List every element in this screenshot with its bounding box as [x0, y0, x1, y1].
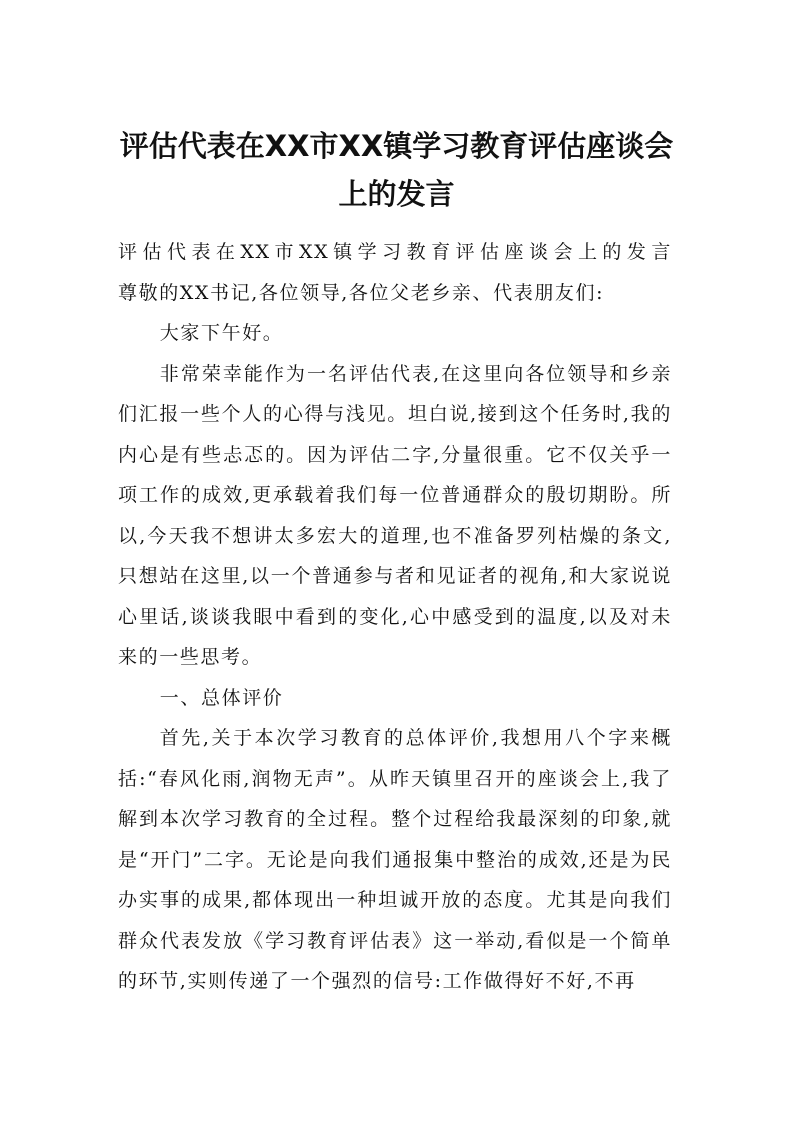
intro-paragraph: 非常荣幸能作为一名评估代表,在这里向各位领导和乡亲们汇报一些个人的心得与浅见。坦白说,接到这个任务时,我的内心是有些忐忑的。因为评估二字,分量很重。它不仅关乎一项工作的成效,更承载着我们每一位普通群众的殷切期盼。所以,今天我不想讲太多宏大的道理,也不准备罗列枯燥的条文,只想站在这里,以一个普通参与者和见证者的视角,和大家说说心里话,谈谈我眼中看到的变化,心中感受到的温度,以及对未来的一些思考。	[118, 362, 672, 668]
section-1-paragraph: 首先,关于本次学习教育的总体评价,我想用八个字来概括:“春风化雨,润物无声”。从昨天镇里召开的座谈会上,我了解到本次学习教育的全过程。整个过程给我最深刻的印象,就是“开门”二字。无论是向我们通报集中整治的成效,还是为民办实事的成果,都体现出一种坦诚开放的态度。尤其是向我们群众代表发放《学习教育评估表》这一举动,看似是一个简单的环节,实则传递了一个强烈的信号:工作做得好不好,不再	[118, 727, 672, 992]
document-body	[118, 232, 672, 1002]
greeting: 大家下午好。	[159, 322, 284, 344]
salutation: 尊敬的XX书记,各位领导,各位父老乡亲、代表朋友们:	[118, 281, 605, 304]
lead-line: 评估代表在XX市XX镇学习教育评估座谈会上的发言	[118, 241, 672, 263]
document-title-line-1: 评估代表在XX市XX镇学习教育评估座谈会	[119, 129, 674, 163]
section-1-heading: 一、总体评价	[159, 686, 284, 709]
document-title-line-2: 上的发言	[338, 177, 455, 211]
